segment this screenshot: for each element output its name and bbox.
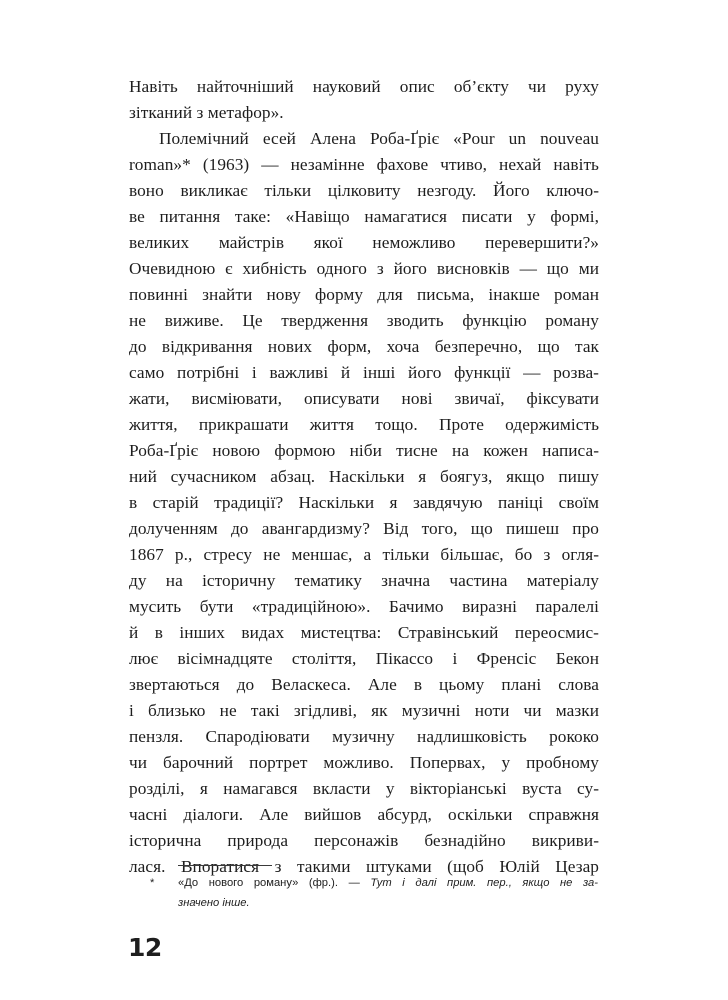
text-line: звертаються до Веласкеса. Але в цьому плані слова — [129, 675, 599, 694]
text-line: ний сучасником абзац. Наскільки я боягуз, якщо пишу — [129, 467, 599, 486]
text-line: ду на історичну тематику значна частина матеріалу — [129, 571, 599, 590]
text-line: пензля. Спародіювати музичну надлишковість рококо — [129, 727, 599, 746]
text-line: жати, висміювати, описувати нові звичаї, фіксувати — [129, 389, 599, 408]
body-text — [129, 74, 599, 880]
text-line: Навіть найточніший науковий опис об’єкту чи руху — [129, 77, 599, 96]
text-line: воно викликає тільки цілковиту незгоду. Його ключо- — [129, 181, 599, 200]
text-line: 1867 р., стресу не меншає, а тільки більшає, бо з огля- — [129, 545, 599, 564]
text-line: великих майстрів якої неможливо перевершити?» — [129, 233, 599, 252]
footnote-divider — [178, 865, 272, 866]
text-line: само потрібні і важливі й інші його функції — розва- — [129, 363, 599, 382]
text-line: і близько не такі згідливі, як музичні ноти чи мазки — [129, 701, 599, 720]
text-line: повинні знайти нову форму для письма, інакше роман — [129, 285, 599, 304]
text-line: чи барочний портрет можливо. Попервах, у пробному — [129, 753, 599, 772]
text-line: зітканий з метафор». — [129, 103, 284, 122]
footnote-text — [178, 873, 598, 913]
text-line: часні діалоги. Але вийшов абсурд, оскільки справжня — [129, 805, 599, 824]
text-line: Роба-Ґріє новою формою ніби тисне на кожен написа- — [129, 441, 599, 460]
text-line: до відкривання нових форм, хоча безперечно, що так — [129, 337, 599, 356]
text-line: лася. Впоратися з такими штуками (щоб Юлій Цезар — [129, 857, 599, 876]
text-line: й в інших видах мистецтва: Стравінський переосмис- — [129, 623, 599, 642]
text-line-indent: Полемічний есей Алена Роба-Ґріє «Pour un nouveau — [159, 129, 599, 148]
text-line: не виживе. Це твердження зводить функцію роману — [129, 311, 599, 330]
footnote-line: значено інше. — [178, 897, 250, 909]
text-line: в старій традиції? Наскільки я завдячую паніці своїм — [129, 493, 599, 512]
text-line: ве питання таке: «Навіщо намагатися писати у формі, — [129, 207, 599, 226]
text-line: історична природа персонажів безнадійно викриви- — [129, 831, 599, 850]
text-line: розділі, я намагався вкласти у вікторіанські вуста су- — [129, 779, 599, 798]
page-number: 12 — [128, 933, 162, 962]
text-line: мусить бути «традиційною». Бачимо виразні паралелі — [129, 597, 599, 616]
footnote-line — [178, 873, 598, 893]
footnote-translation: «До нового роману» (фр.). — — [178, 877, 371, 889]
text-line: roman»* (1963) — незамінне фахове чтиво, нехай навіть — [129, 155, 599, 174]
text-line: життя, прикрашати життя тощо. Проте одержимість — [129, 415, 599, 434]
footnote-marker: * — [150, 877, 155, 889]
text-line: Очевидною є хибність одного з його висновків — що ми — [129, 259, 599, 278]
footnote-note: Тут і далі прим. пер., якщо не за- — [370, 877, 598, 889]
text-line: долученням до авангардизму? Від того, що пишеш про — [129, 519, 599, 538]
text-line: лює вісімнадцяте століття, Пікассо і Френсіс Бекон — [129, 649, 599, 668]
